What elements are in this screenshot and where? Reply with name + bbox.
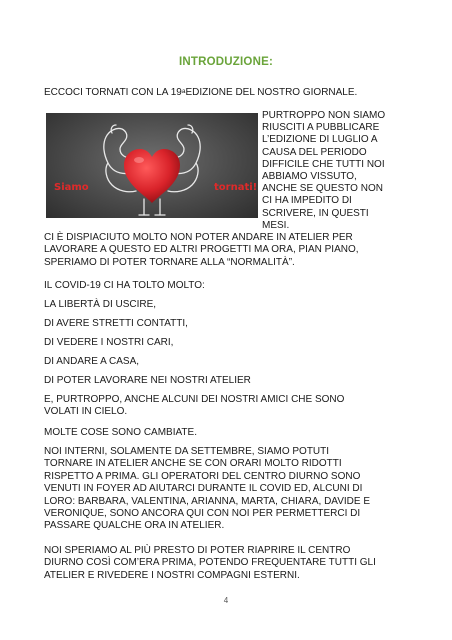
paragraph: NOI SPERIAMO AL PIÙ PRESTO DI POTER RIAPRIRE IL CENTRO DIURNO COSÌ COM’ERA PRIMA, POTENDO FREQUENTARE TUTTI GLI ATELIER E RIVEDERE I NOSTRI COMPAGNI ESTERNI. xyxy=(44,545,376,581)
paragraph: E, PURTROPPO, ANCHE ALCUNI DEI NOSTRI AMICI CHE SONO VOLATI IN CIELO. xyxy=(44,394,345,418)
intro-superscript: a xyxy=(181,88,186,95)
intro-line xyxy=(44,87,380,99)
hero-word-left: Siamo xyxy=(54,182,89,193)
list-item: DI VEDERE I NOSTRI CARI, xyxy=(44,337,174,348)
paragraph: CI È DISPIACIUTO MOLTO NON POTER ANDARE IN ATELIER PER LAVORARE A QUESTO ED ALTRI PROGETTI MA ORA, PIAN PIANO, SPERIAMO DI POTER TORNARE ALLA “NORMALITÀ”. xyxy=(44,232,359,268)
page-title: INTRODUZIONE: xyxy=(179,56,273,68)
paragraph: IL COVID-19 CI HA TOLTO MOLTO: xyxy=(44,280,205,291)
intro-text-start: ECCOCI TORNATI CON LA 19 xyxy=(44,87,182,98)
hero-word-right: tornati! xyxy=(214,182,258,193)
paragraph: NOI INTERNI, SOLAMENTE DA SETTEMBRE, SIAMO POTUTI TORNARE IN ATELIER ANCHE SE CON ORARI MOLTO RIDOTTI RISPETTO A PRIMA. GLI OPERATORI DEL CENTRO DIURNO SONO VENUTI IN FOYER AD AIUTARCI DURANTE IL COVID ED, ALCUNI DI LORO: BARBARA, VALENTINA, ARIANNA, MARTA, CHIARA, DAVIDE E VERONIQUE, SONO ANCORA QUI CON NOI PER PERMETTERCI DI PASSARE QUALCHE ORA IN ATELIER. xyxy=(44,446,371,532)
side-paragraph: PURTROPPO NON SIAMO RIUSCITI A PUBBLICARE L’EDIZIONE DI LUGLIO A CAUSA DEL PERIODO DIFFICILE CHE TUTTI NOI ABBIAMO VISSUTO, ANCHE SE QUESTO NON CI HA IMPEDITO DI SCRIVERE, IN QUESTI MESI. xyxy=(262,110,386,231)
page-number: 4 xyxy=(223,596,229,605)
strong-heart-icon xyxy=(46,113,258,218)
intro-text-end: EDIZIONE DEL NOSTRO GIORNALE. xyxy=(185,87,358,98)
list-item: LA LIBERTÀ DI USCIRE, xyxy=(44,299,157,310)
list-item: DI ANDARE A CASA, xyxy=(44,356,140,367)
paragraph: MOLTE COSE SONO CAMBIATE. xyxy=(44,427,197,438)
hero-image xyxy=(46,113,258,218)
list-item: DI AVERE STRETTI CONTATTI, xyxy=(44,318,188,329)
list-item: DI POTER LAVORARE NEI NOSTRI ATELIER xyxy=(44,375,251,386)
